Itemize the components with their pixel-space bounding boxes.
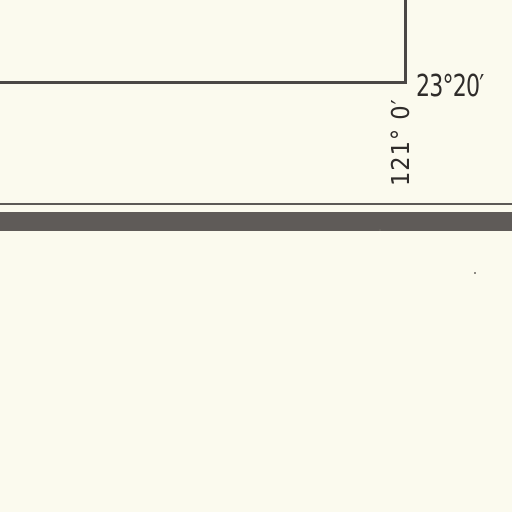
neatline-horizontal (0, 81, 407, 84)
longitude-label: 121° 0′ (386, 98, 415, 186)
outer-border-thin-line (0, 203, 512, 205)
latitude-label: 23°20′ (416, 69, 484, 104)
outer-border-thick-line (0, 212, 512, 231)
paper-speck (474, 272, 476, 274)
paper-speck (379, 229, 381, 231)
neatline-vertical (404, 0, 407, 84)
